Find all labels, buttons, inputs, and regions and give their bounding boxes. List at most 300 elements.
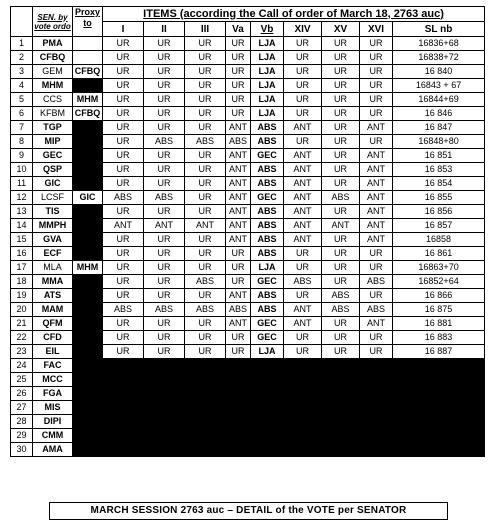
table-row [11,331,485,345]
row-number: 30 [11,443,33,457]
vote-cell: UR [185,261,226,275]
row-number: 18 [11,275,33,289]
vote-cell: UR [226,107,251,121]
session-caption: MARCH SESSION 2763 auc – DETAIL of the VOTE per SENATOR [49,502,448,520]
row-number: 25 [11,373,33,387]
proxy-cell-empty [73,51,103,65]
vote-cell: ANT [185,219,226,233]
proxy-cell: GIC [73,191,103,205]
proxy-cell-blocked [73,233,103,247]
sl-number-cell: 16863+70 [393,261,485,275]
vote-cell: UR [360,37,393,51]
vote-cell: ANT [360,205,393,219]
senator-code: MMA [33,275,73,289]
vote-cell: UR [185,345,226,359]
senator-code: MHM [33,79,73,93]
vote-cell: UR [322,177,360,191]
no-vote-block [103,359,485,373]
vote-cell: ABS [360,303,393,317]
vote-cell: UR [284,79,322,93]
row-number: 23 [11,345,33,359]
vote-cell: ANT [360,149,393,163]
row-number: 13 [11,205,33,219]
vote-cell: ANT [226,205,251,219]
vote-detail-sheet [10,6,484,457]
row-number: 2 [11,51,33,65]
vote-cell: ABS [226,303,251,317]
vote-cell: UR [360,345,393,359]
vote-cell: ANT [226,163,251,177]
vote-cell: UR [103,37,144,51]
vote-cell: UR [144,345,185,359]
vote-cell: UR [226,345,251,359]
vote-cell: ANT [322,219,360,233]
vote-cell: UR [144,163,185,177]
vote-table [10,6,485,457]
vote-cell: ANT [284,233,322,247]
vote-cell: UR [103,163,144,177]
senator-code: CFBQ [33,51,73,65]
row-number: 28 [11,415,33,429]
vote-cell: UR [185,331,226,345]
table-row [11,177,485,191]
sl-number-header: SL nb [393,22,485,37]
proxy-cell-blocked [73,359,103,373]
row-number: 16 [11,247,33,261]
senator-code: MLA [33,261,73,275]
table-row [11,443,485,457]
vote-cell: UR [226,79,251,93]
item-column-header: II [144,22,185,37]
senator-code: MAM [33,303,73,317]
vote-cell: ANT [284,177,322,191]
proxy-header: Proxy to [73,7,103,37]
vote-cell: LJA [251,65,284,79]
senator-code: MIS [33,401,73,415]
proxy-cell-blocked [73,401,103,415]
vote-cell: ABS [185,275,226,289]
vote-cell: ANT [360,163,393,177]
vote-cell: UR [103,135,144,149]
vote-cell: UR [284,261,322,275]
vote-cell: UR [185,289,226,303]
vote-cell: UR [226,37,251,51]
sl-number-cell: 16836+68 [393,37,485,51]
senator-code: GIC [33,177,73,191]
proxy-cell-blocked [73,443,103,457]
table-row [11,149,485,163]
vote-cell: UR [284,289,322,303]
proxy-cell-empty [73,37,103,51]
vote-cell: LJA [251,51,284,65]
sl-number-cell: 16843 + 67 [393,79,485,93]
vote-cell: UR [144,233,185,247]
vote-cell: ABS [144,191,185,205]
proxy-cell-blocked [73,387,103,401]
proxy-cell-blocked [73,177,103,191]
vote-cell: ABS [251,135,284,149]
row-number: 26 [11,387,33,401]
table-row [11,429,485,443]
vote-cell: ANT [360,177,393,191]
vote-cell: ABS [185,135,226,149]
vote-cell: UR [103,205,144,219]
sl-number-cell: 16 840 [393,65,485,79]
vote-cell: UR [185,247,226,261]
vote-cell: UR [322,261,360,275]
table-row [11,387,485,401]
vote-cell: UR [185,177,226,191]
vote-cell: UR [185,65,226,79]
vote-cell: UR [103,275,144,289]
no-vote-block [103,429,485,443]
senator-code: ECF [33,247,73,261]
table-row [11,107,485,121]
row-number: 10 [11,163,33,177]
vote-cell: UR [103,65,144,79]
table-row [11,93,485,107]
vote-cell: UR [322,275,360,289]
vote-cell: GEC [251,191,284,205]
proxy-cell-blocked [73,317,103,331]
vote-cell: UR [185,191,226,205]
vote-cell: UR [103,247,144,261]
vote-cell: ABS [251,303,284,317]
vote-cell: ABS [251,205,284,219]
vote-cell: UR [185,79,226,93]
vote-cell: UR [322,121,360,135]
row-number: 4 [11,79,33,93]
vote-cell: ABS [103,303,144,317]
vote-cell: ABS [360,275,393,289]
vote-cell: UR [185,205,226,219]
senator-code: TIS [33,205,73,219]
vote-cell: UR [226,331,251,345]
vote-cell: ANT [226,177,251,191]
vote-cell: ABS [251,289,284,303]
vote-cell: UR [284,37,322,51]
vote-cell: UR [226,93,251,107]
item-column-header: Vb [251,22,284,37]
vote-cell: UR [144,261,185,275]
senator-code: DIPI [33,415,73,429]
vote-cell: UR [185,149,226,163]
sl-number-cell: 16 875 [393,303,485,317]
sl-number-cell: 16 851 [393,149,485,163]
vote-cell: LJA [251,107,284,121]
vote-cell: UR [185,163,226,177]
vote-cell: ANT [284,205,322,219]
table-row [11,373,485,387]
senator-code: MMPH [33,219,73,233]
proxy-cell-blocked [73,79,103,93]
vote-cell: UR [144,51,185,65]
sl-number-cell: 16858 [393,233,485,247]
senator-code: KFBM [33,107,73,121]
table-row [11,121,485,135]
sl-number-cell: 16 853 [393,163,485,177]
vote-cell: UR [144,289,185,303]
proxy-cell-blocked [73,289,103,303]
vote-cell: ANT [284,303,322,317]
vote-cell: UR [144,177,185,191]
vote-cell: UR [185,51,226,65]
vote-cell: UR [322,163,360,177]
vote-cell: UR [144,121,185,135]
vote-cell: ANT [360,233,393,247]
senator-code: AMA [33,443,73,457]
vote-cell: UR [144,317,185,331]
row-number: 9 [11,149,33,163]
table-row [11,345,485,359]
vote-cell: UR [360,51,393,65]
sl-number-cell: 16 887 [393,345,485,359]
vote-cell: UR [226,275,251,289]
senator-code: FGA [33,387,73,401]
row-number: 12 [11,191,33,205]
row-number: 1 [11,37,33,51]
vote-cell: UR [360,93,393,107]
vote-cell: ANT [226,317,251,331]
vote-cell: UR [322,107,360,121]
senator-code: CCS [33,93,73,107]
row-number: 5 [11,93,33,107]
vote-cell: UR [360,261,393,275]
vote-cell: UR [185,93,226,107]
vote-cell: ABS [322,191,360,205]
row-number: 29 [11,429,33,443]
vote-cell: UR [322,205,360,219]
table-row [11,289,485,303]
vote-cell: LJA [251,345,284,359]
vote-cell: UR [103,177,144,191]
no-vote-block [103,373,485,387]
vote-cell: ANT [226,219,251,233]
row-number: 7 [11,121,33,135]
sl-number-cell: 16 854 [393,177,485,191]
vote-cell: UR [144,93,185,107]
table-row [11,79,485,93]
vote-cell: GEC [251,275,284,289]
vote-cell: UR [103,79,144,93]
no-vote-block [103,387,485,401]
vote-cell: UR [322,317,360,331]
table-row [11,191,485,205]
vote-cell: ANT [284,149,322,163]
row-number: 11 [11,177,33,191]
row-number: 14 [11,219,33,233]
vote-cell: ANT [284,163,322,177]
sen-header: SEN. by vote ordo [33,7,73,37]
vote-cell: LJA [251,79,284,93]
vote-cell: UR [284,93,322,107]
vote-cell: ANT [226,149,251,163]
vote-cell: UR [284,65,322,79]
senator-code: PMA [33,37,73,51]
sl-number-cell: 16838+72 [393,51,485,65]
vote-cell: UR [144,247,185,261]
vote-cell: ABS [284,275,322,289]
table-row [11,415,485,429]
vote-cell: UR [185,233,226,247]
sl-number-cell: 16 846 [393,107,485,121]
vote-cell: LJA [251,261,284,275]
item-column-header: XIV [284,22,322,37]
vote-cell: LJA [251,37,284,51]
sl-number-cell: 16 857 [393,219,485,233]
vote-cell: UR [185,121,226,135]
senator-code: TGP [33,121,73,135]
vote-cell: ANT [284,219,322,233]
vote-cell: UR [144,65,185,79]
no-vote-block [103,443,485,457]
vote-cell: ANT [103,219,144,233]
item-column-header: Va [226,22,251,37]
row-number: 24 [11,359,33,373]
vote-cell: UR [322,247,360,261]
vote-cell: UR [284,247,322,261]
no-vote-block [103,401,485,415]
row-number: 6 [11,107,33,121]
proxy-cell-blocked [73,429,103,443]
vote-cell: UR [284,345,322,359]
table-row [11,135,485,149]
vote-cell: ANT [284,121,322,135]
vote-cell: ABS [251,233,284,247]
vote-cell: UR [322,93,360,107]
senator-code: GEC [33,149,73,163]
sl-number-cell: 16848+80 [393,135,485,149]
proxy-cell: CFBQ [73,65,103,79]
vote-cell: UR [322,79,360,93]
row-number: 21 [11,317,33,331]
proxy-cell-blocked [73,135,103,149]
senator-code: ATS [33,289,73,303]
vote-cell: ANT [284,191,322,205]
no-vote-block [103,415,485,429]
vote-cell: ANT [226,121,251,135]
vote-cell: ABS [144,303,185,317]
vote-cell: UR [322,135,360,149]
vote-cell: ABS [322,289,360,303]
table-row [11,233,485,247]
vote-cell: UR [226,65,251,79]
senator-code: LCSF [33,191,73,205]
senator-code: QFM [33,317,73,331]
vote-cell: UR [144,331,185,345]
table-row [11,37,485,51]
table-row [11,163,485,177]
vote-cell: UR [103,233,144,247]
vote-cell: UR [322,51,360,65]
proxy-cell-blocked [73,219,103,233]
vote-cell: UR [144,37,185,51]
vote-cell: UR [360,331,393,345]
table-row [11,261,485,275]
vote-cell: GEC [251,331,284,345]
vote-cell: ANT [360,317,393,331]
table-row [11,317,485,331]
sl-number-cell: 16 866 [393,289,485,303]
vote-cell: ABS [144,135,185,149]
vote-cell: UR [226,51,251,65]
vote-cell: ABS [185,303,226,317]
proxy-cell: MHM [73,261,103,275]
vote-cell: ANT [360,121,393,135]
proxy-cell-blocked [73,163,103,177]
table-row [11,359,485,373]
table-row [11,275,485,289]
table-row [11,247,485,261]
vote-cell: UR [284,135,322,149]
vote-cell: UR [360,65,393,79]
vote-cell: UR [226,247,251,261]
item-column-header: XV [322,22,360,37]
row-number: 19 [11,289,33,303]
vote-cell: UR [103,107,144,121]
senator-code: GEM [33,65,73,79]
vote-cell: UR [144,107,185,121]
senator-code: GVA [33,233,73,247]
vote-cell: UR [103,331,144,345]
row-number: 17 [11,261,33,275]
sl-number-cell: 16852+64 [393,275,485,289]
vote-cell: UR [103,149,144,163]
vote-cell: UR [185,107,226,121]
vote-cell: UR [284,331,322,345]
vote-cell: ABS [251,121,284,135]
item-column-header: III [185,22,226,37]
row-number: 15 [11,233,33,247]
vote-cell: ABS [103,191,144,205]
vote-cell: UR [322,233,360,247]
senator-code: MIP [33,135,73,149]
sl-number-cell: 16 861 [393,247,485,261]
sl-number-cell: 16 856 [393,205,485,219]
vote-cell: GEC [251,149,284,163]
proxy-cell-blocked [73,275,103,289]
vote-cell: UR [144,149,185,163]
vote-cell: UR [144,79,185,93]
row-number: 22 [11,331,33,345]
vote-cell: UR [103,121,144,135]
vote-cell: UR [360,107,393,121]
senator-code: CMM [33,429,73,443]
items-header: ITEMS (according the Call of order of March 18, 2763 auc) [103,7,485,22]
row-number: 27 [11,401,33,415]
vote-cell: UR [322,37,360,51]
vote-cell: UR [322,345,360,359]
vote-cell: UR [284,107,322,121]
vote-cell: UR [322,149,360,163]
vote-cell: UR [360,247,393,261]
sl-number-cell: 16 847 [393,121,485,135]
vote-cell: UR [144,205,185,219]
vote-cell: ABS [251,177,284,191]
vote-cell: ANT [360,219,393,233]
senator-code: QSP [33,163,73,177]
vote-cell: ANT [284,317,322,331]
proxy-cell-blocked [73,331,103,345]
proxy-cell-blocked [73,373,103,387]
vote-cell: ANT [144,219,185,233]
vote-cell: UR [144,275,185,289]
proxy-cell-blocked [73,345,103,359]
senator-code: MCC [33,373,73,387]
vote-cell: UR [103,93,144,107]
vote-cell: ABS [251,247,284,261]
corner-cell [11,7,33,37]
